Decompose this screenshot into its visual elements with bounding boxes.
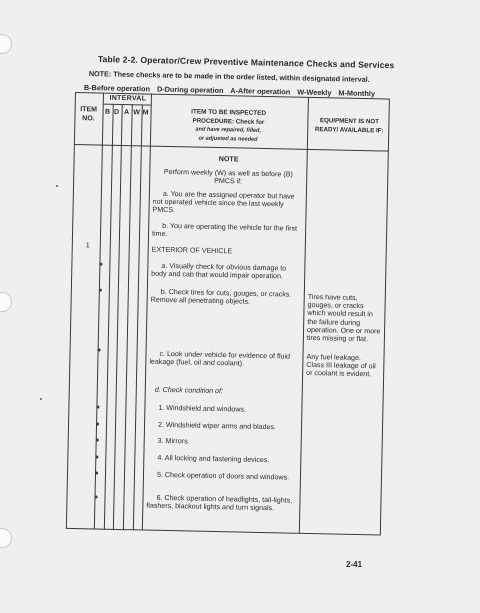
binder-hole [0,528,12,548]
interval-mark [98,349,101,352]
note-condition-b: b. You are operating the vehicle for the first time. [151,221,298,239]
legend-monthly: M-Monthly [338,88,376,99]
item-number: 1 [85,242,90,250]
binder-hole [0,292,12,312]
step-d2: 2. Windshield wiper arms and blades. [157,420,277,432]
header-equipment: EQUIPMENT IS NOT READY/ AVAILABLE IF: [314,117,384,134]
section-heading: EXTERIOR OF VEHICLE [151,245,233,256]
header-inspect [158,108,299,145]
equipment-leakage: Any fuel leakage. Class III leakage of oil or coolant is evident. [306,352,376,379]
interval-mark [94,495,97,498]
interval-mark [99,263,102,266]
header-inspect-sub1: and have repaired, filled, [195,126,262,134]
header-inspect-title: ITEM TO BE INSPECTED [191,108,267,118]
legend-weekly: W-Weekly [297,87,332,98]
legend-after: A-After operation [230,86,291,97]
step-d5: 5. Check operation of doors and windows. [156,470,290,482]
table-note: NOTE: These checks are to be made in the order listed, within designated interval. [88,69,370,84]
header-col-w: W [133,109,140,117]
step-d: d. Check condition of: [154,385,224,396]
interval-mark [95,472,98,475]
pmcs-table [66,92,390,536]
header-inspect-procedure: PROCEDURE: Check for [192,116,265,126]
legend-during: D-During operation [156,84,224,95]
scan-speck [56,185,58,187]
header-interval: INTERVAL [109,94,147,103]
header-item-no: ITEM NO. [80,106,98,122]
step-c: c. Look under vehicle for evidence of fluid leakage (fuel, oil and coolant). [149,349,291,368]
step-d3: 3. Mirrors. [157,436,190,446]
legend-before: B-Before operation [83,83,151,94]
step-d6: 6. Check operation of headlights, tail-lights, flashers, blackout lights and turn signals. [146,493,293,513]
header-inspect-sub2: or adjusted as needed [198,135,258,143]
binder-hole [0,34,12,54]
table-title: Table 2-2. Operator/Crew Preventive Maintenance Checks and Services [97,54,395,71]
interval-mark [95,456,98,459]
note-condition-a: a. You are the assigned operator but have not operated vehicle since the last weekly PMCS. [152,189,295,215]
note-label: NOTE [218,155,239,164]
header-col-d: D [113,108,120,116]
step-a: a. Visually check for obvious damage to body and cab that would impair operation. [151,261,287,281]
interval-mark [96,406,99,409]
page-number: 2-41 [346,560,363,569]
step-b: b. Check tires for cuts, gouges, or cracks. Remove all penetrating objects. [150,287,292,306]
equipment-tires: Tires have cuts, gouges, or cracks which would result in the failure during operation. One or more tires missing or flat. [306,292,381,344]
header-col-b: B [104,108,111,116]
header-col-m: M [142,109,149,117]
note-text: Perform weekly (W) as well as before (B) PMCS if: [163,167,293,186]
scan-speck [40,398,42,400]
header-col-a: A [123,109,130,117]
step-d1: 1. Windshield and windows. [158,403,247,414]
interval-mark [99,289,102,292]
step-d4: 4. All locking and fastening devices. [157,453,270,465]
interval-mark [96,423,99,426]
interval-mark [96,439,99,442]
